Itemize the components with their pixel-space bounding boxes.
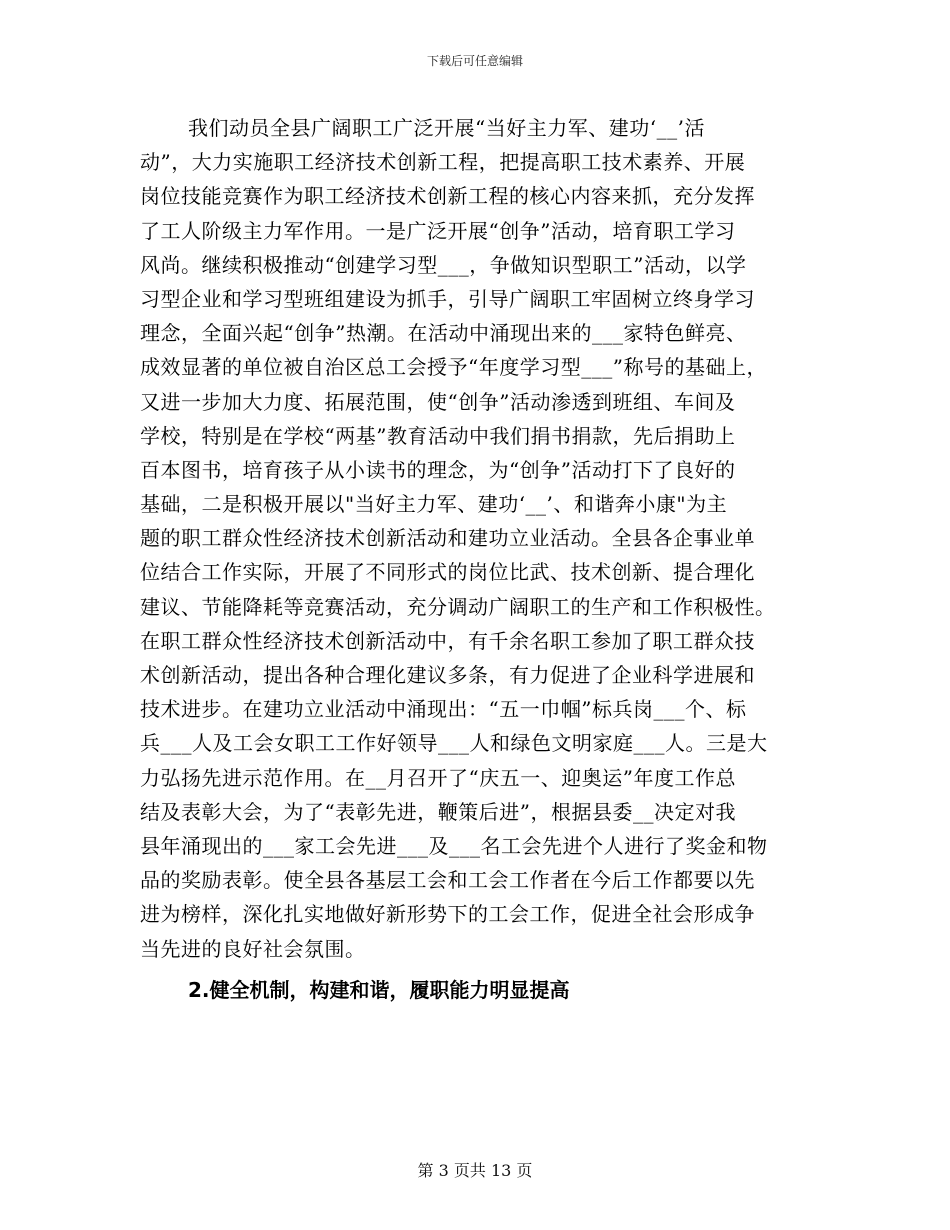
paragraph-line: 动”，大力实施职工经济技术创新工程，把提高职工技术素养、开展 [140,150,746,175]
paragraph-line: 位结合工作实际，开展了不同形式的岗位比武、技术创新、提合理化 [140,560,755,585]
paragraph-line: 岗位技能竞赛作为职工经济技术创新工程的核心内容来抓，充分发挥 [140,184,755,209]
paragraph-line: 成效显著的单位被自治区总工会授予“年度学习型___”称号的基础上， [140,355,767,380]
paragraph-line: 进为榜样，深化扎实地做好新形势下的工会工作，促进全社会形成争 [140,902,755,927]
paragraph-line: 习型企业和学习型班组建设为抓手，引导广阔职工牢固树立终身学习 [140,286,755,311]
paragraph-line: 建议、节能降耗等竞赛活动，充分调动广阔职工的生产和工作积极性。 [140,594,776,619]
paragraph-line: 基础，二是积极开展以"当好主力军、建功‘__’、和谐奔小康"为主 [140,492,728,517]
paragraph-line: 结及表彰大会，为了“表彰先进，鞭策后进”，根据县委__决定对我 [140,799,736,824]
paragraph-line: 在职工群众性经济技术创新活动中，有千余名职工参加了职工群众技 [140,628,755,653]
section-heading: 2.健全机制，构建和谐，履职能力明显提高 [188,977,570,1002]
page-number: 第 3 页共 13 页 [417,1161,533,1180]
paragraph-line: 理念，全面兴起“创争”热潮。在活动中涌现出来的___家特色鲜亮、 [140,321,747,346]
paragraph-line: 题的职工群众性经济技术创新活动和建功立业活动。全县各企事业单 [140,526,755,551]
paragraph-line: 力弘扬先进示范作用。在__月召开了“庆五一、迎奥运”年度工作总 [140,765,736,790]
paragraph-line: 当先进的良好社会氛围。 [140,936,366,961]
paragraph-line: 兵___人及工会女职工工作好领导___人和绿色文明家庭___人。三是大 [140,731,768,756]
paragraph-line: 术创新活动，提出各种合理化建议多条，有力促进了企业科学进展和 [140,663,755,687]
paragraph-line: 百本图书，培育孩子从小读书的理念，为“创争”活动打下了良好的 [140,457,736,482]
document-body [140,111,820,1010]
paragraph-line: 风尚。继续积极推动“创建学习型___，争做知识型职工”活动，以学 [140,252,747,277]
paragraph-line: 我们动员全县广阔职工广泛开展“当好主力军、建功‘__’活 [188,116,705,140]
paragraph-line: 了工人阶级主力军作用。一是广泛开展“创争”活动，培育职工学习 [140,218,736,243]
body-paragraph [140,111,820,966]
page-header-note: 下载后可任意编辑 [426,54,523,68]
paragraph-line: 技术进步。在建功立业活动中涌现出：“五一巾帼”标兵岗___个、标 [140,697,747,722]
paragraph-line: 学校，特别是在学校“两基”教育活动中我们捐书捐款，先后捐助上 [140,423,736,448]
paragraph-line: 县年涌现出的___家工会先进___及___名工会先进个人进行了奖金和物 [140,833,768,858]
paragraph-line: 品的奖励表彰。使全县各基层工会和工会工作者在今后工作都要以先 [140,868,755,893]
paragraph-line: 又进一步加大力度、拓展范围，使“创争”活动渗透到班组、车间及 [140,389,736,414]
